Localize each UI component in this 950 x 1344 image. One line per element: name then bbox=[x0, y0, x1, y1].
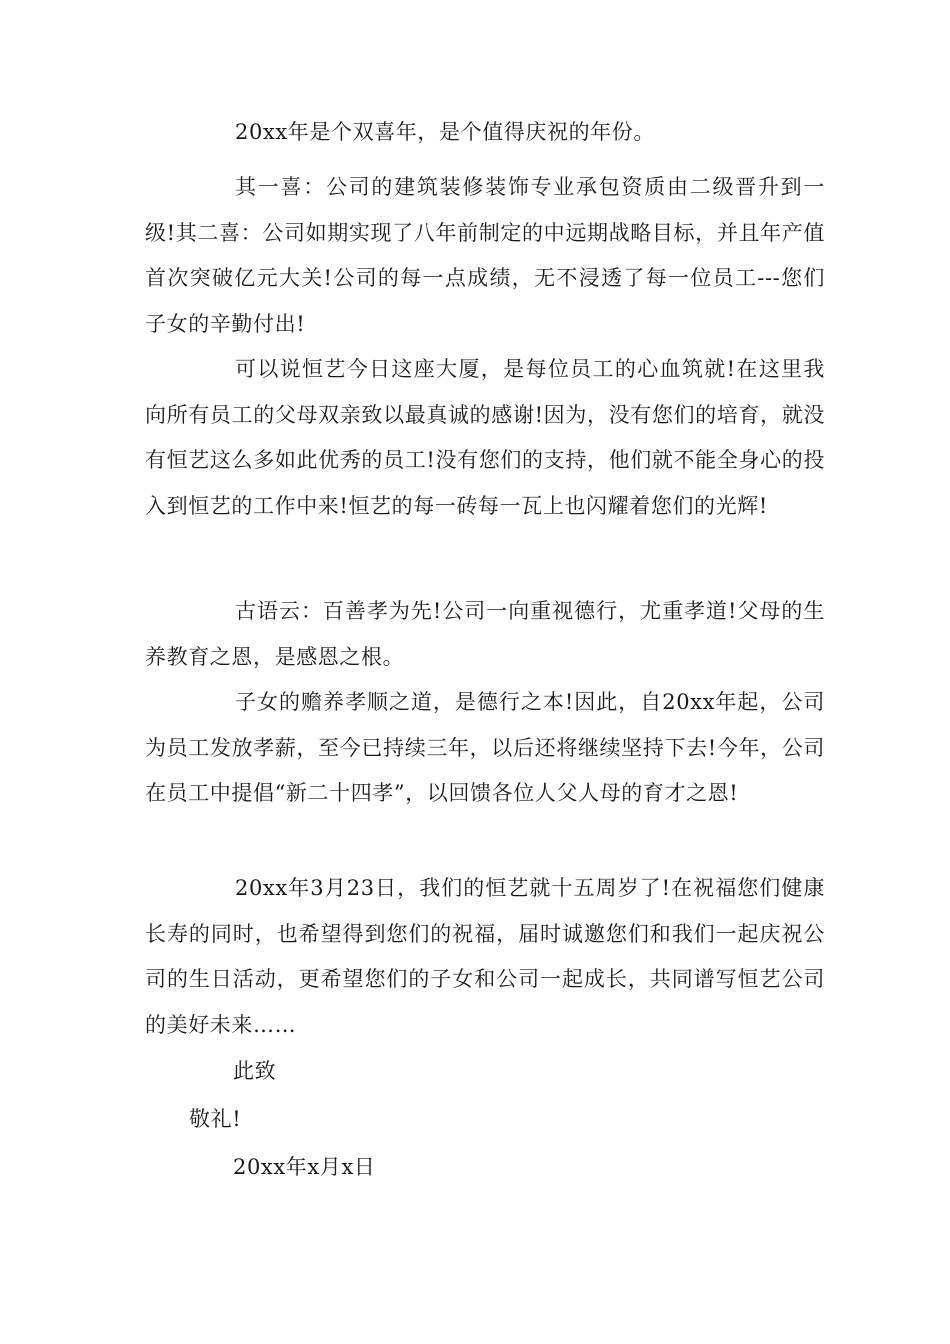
paragraph-anniversary: 20xx年3月23日，我们的恒艺就十五周岁了!在祝福您们健康长寿的同时，也希望得到您们的祝福，届时诚邀您们和我们一起庆祝公司的生日活动，更希望您们的子女和公司一起成长，共同谱写恒艺公司的美好未来…… bbox=[145, 876, 825, 1037]
paragraph-two-joys: 其一喜：公司的建筑装修装饰专业承包资质由二级晋升到一级!其二喜：公司如期实现了八年前制定的中远期战略目标，并且年产值首次突破亿元大关!公司的每一点成绩，无不浸透了每一位员工---您们子女的辛勤付出! bbox=[145, 175, 825, 336]
paragraph-filial-piety: 古语云：百善孝为先!公司一向重视德行，尤重孝道!父母的生养教育之恩，是感恩之根。 bbox=[145, 599, 825, 669]
salutation-text: 敬礼! bbox=[189, 1107, 242, 1131]
paragraph-intro: 20xx年是个双喜年，是个值得庆祝的年份。 bbox=[235, 120, 656, 144]
paragraph-gratitude: 可以说恒艺今日这座大厦，是每位员工的心血筑就!在这里我向所有员工的父母双亲致以最真诚的感谢!因为，没有您们的培育，就没有恒艺这么多如此优秀的员工!没有您们的支持，他们就不能全身心的投入到恒艺的工作中来!恒艺的每一砖每一瓦上也闪耀着您们的光辉! bbox=[145, 357, 825, 518]
paragraph-filial-salary: 子女的赡养孝顺之道，是德行之本!因此，自20xx年起，公司为员工发放孝薪，至今已持续三年，以后还将继续坚持下去!今年，公司在员工中提倡“新二十四孝”，以回馈各位人父人母的育才之恩! bbox=[145, 690, 825, 805]
closing-text: 此致 bbox=[233, 1059, 277, 1083]
date-text: 20xx年x月x日 bbox=[233, 1155, 376, 1179]
